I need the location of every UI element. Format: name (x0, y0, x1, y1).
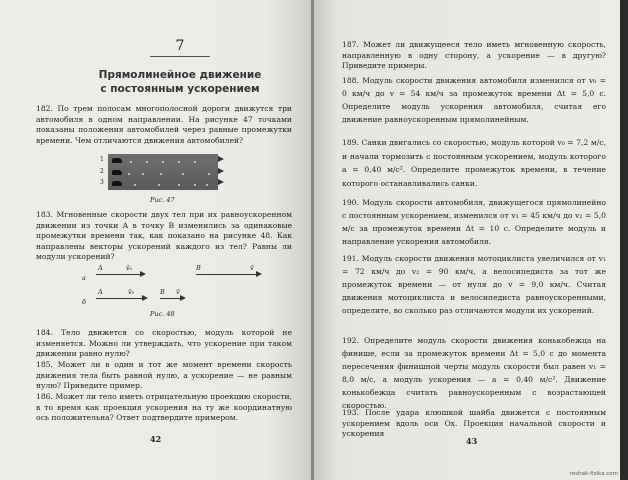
problem-186: 186. Может ли тело иметь отрицательную проекцию скорости, в то время как проекция ускорения на ту же координатную ось положительна? Ответ подтвердите примером. (36, 392, 292, 423)
vector-v-b (160, 298, 180, 299)
arrow-icon (218, 179, 224, 185)
position-dot (128, 173, 130, 175)
figure-47-caption: Рис. 47 (150, 196, 175, 204)
label-B: B (196, 264, 201, 272)
label-v: v̄ (176, 288, 180, 296)
label-v0: v̄₀ (128, 288, 135, 296)
problem-188: 188. Модуль скорости движения автомобиля изменился от v₀ = 0 км/ч до v = 54 км/ч за промежуток времени Δt = 5,0 с. Определите модуль ускорения автомобиля, считая его движение равноускоренным прямолинейным. (342, 76, 606, 124)
car-icon (112, 158, 122, 163)
position-dot (194, 161, 196, 163)
position-dot (178, 184, 180, 186)
label-B: B (160, 288, 165, 296)
arrow-icon (142, 295, 148, 301)
position-dot (134, 184, 136, 186)
position-dot (208, 173, 210, 175)
label-v0: v̄₀ (126, 264, 133, 272)
page-number-right: 43 (466, 436, 478, 446)
label-A: A (98, 264, 103, 272)
problem-185: 185. Может ли в один и тот же момент времени скорость движения тела быть равной нулю, а ускорение — не равным нулю? Приведите пример. (36, 360, 292, 391)
position-dot (206, 184, 208, 186)
car-icon (112, 181, 122, 186)
position-dot (182, 173, 184, 175)
problem-192: 192. Определите модуль скорости движения конькобежца на финише, если за промежуток времени Δt = 5,0 с до момента пересечения финишной черты модуль скорости был равен v₁ = 8,0 м/с, а модуль ускорения — a = 0,40 м/с². Движение конькобежца считать равноускоренным с возрастающей скоростью. (342, 336, 606, 410)
position-dot (178, 161, 180, 163)
lane-label: 2 (100, 168, 104, 175)
page-number-left: 42 (150, 434, 162, 444)
label-a: а (82, 274, 86, 282)
position-dot (194, 184, 196, 186)
lane-label: 1 (100, 156, 104, 163)
vector-v0-a (96, 274, 140, 275)
position-dot (146, 161, 148, 163)
problem-184: 184. Тело движется со скоростью, модуль которой не изменяется. Можно ли утверждать, что ускорение при таком движении равно нулю? (36, 328, 292, 359)
problem-183: 183. Мгновенные скорости двух тел при их равноускоренном движении из точки A в точку B изменились за одинаковые промежутки времени так, как показано на рисунке 48. Как направлены векторы ускорений каждого из тел? Равны ли модули ускорений? (36, 210, 292, 262)
watermark: reshak-fizika.com (569, 471, 618, 477)
position-dot (130, 161, 132, 163)
arrow-icon (180, 295, 186, 301)
figure-47-road (108, 154, 218, 190)
vector-v-a (196, 274, 256, 275)
label-b: б (82, 298, 86, 306)
position-dot (142, 173, 144, 175)
label-v: v̄ (250, 264, 254, 272)
lane-label: 3 (100, 179, 104, 186)
arrow-icon (256, 271, 262, 277)
figure-48-caption: Рис. 48 (150, 310, 175, 318)
problem-189: 189. Санки двигались со скоростью, модуль которой v₀ = 7,2 м/с, и начали тормозить с постоянным ускорением, модуль которого a = 0,40 м/с². Определите промежуток времени, в течение которого останавливались санки. (342, 138, 606, 188)
problem-190: 190. Модуль скорости автомобиля, движущегося прямолинейно с постоянным ускорением, изменился от v₁ = 45 км/ч до v₂ = 5,0 м/с за промежуток времени Δt = 10 с. Определите модуль и направление ускорения автомобиля. (342, 198, 606, 246)
position-dot (158, 184, 160, 186)
chapter-title (80, 68, 280, 96)
arrow-icon (218, 156, 224, 162)
left-page (0, 0, 312, 480)
position-dot (160, 173, 162, 175)
problem-193: 193. После удара клюшкой шайба движется с постоянным ускорением вдоль оси Ox. Проекция начальной скорости и ускорения (342, 408, 606, 439)
arrow-icon (140, 271, 146, 277)
book-edge (620, 0, 628, 480)
position-dot (162, 161, 164, 163)
chapter-number: 7 (175, 38, 185, 54)
chapter-divider (150, 56, 210, 57)
arrow-icon (218, 168, 224, 174)
label-A: A (98, 288, 103, 296)
vector-v0-b (96, 298, 142, 299)
car-icon (112, 170, 122, 175)
right-page (314, 0, 620, 480)
problem-182: 182. По трем полосам многополосной дороги движутся три автомобиля в одном направлении. На рисунке 47 точками показаны положения автомобилей через равные промежутки времени. Чем отличаются движения автомобилей? (36, 104, 292, 145)
chapter-title-line2: с постоянным ускорением (100, 83, 260, 95)
problem-187: 187. Может ли движущееся тело иметь мгновенную скорость, направленную в одну сторону, а ускорение — в другую? Приведите примеры. (342, 40, 606, 71)
chapter-title-line1: Прямолинейное движение (98, 69, 262, 81)
problem-191: 191. Модуль скорости движения мотоциклиста увеличился от v₁ = 72 км/ч до v₂ = 90 км/ч, а велосипедиста за тот же промежуток времени — от нуля до v = 9,0 км/ч. Считая движения мотоциклиста и велосипедиста равноускоренными, определите, во сколько раз отличаются модули их ускорений. (342, 254, 606, 315)
